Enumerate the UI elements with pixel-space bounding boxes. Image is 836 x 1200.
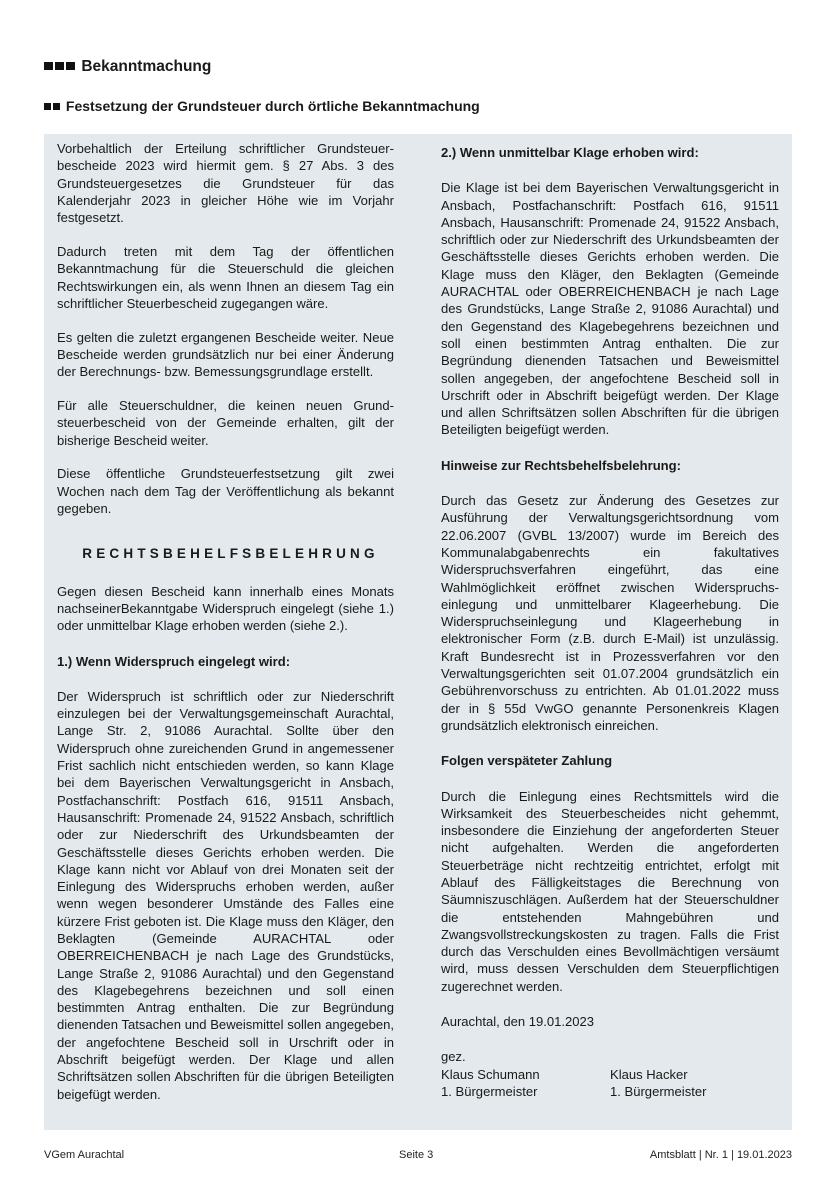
paragraph: Für alle Steuerschuldner, die keinen neuen Grund-steuerbescheid von der Gemeinde erhalten, gilt der bisherige Bescheid weiter. xyxy=(57,398,394,448)
signature-left xyxy=(441,1066,610,1101)
left-column xyxy=(57,140,394,1103)
section-heading-widerspruch: 1.) Wenn Widerspruch eingelegt wird: xyxy=(57,653,291,669)
page-subtitle xyxy=(44,98,480,114)
section-heading-folgen: Folgen verspäteter Zahlung xyxy=(441,753,613,769)
page-title xyxy=(44,58,211,76)
signature-block xyxy=(441,1066,779,1101)
title-squares-icon xyxy=(44,58,77,75)
section-heading-klage: 2.) Wenn unmittelbar Klage erhoben wird: xyxy=(441,145,699,160)
footer-issue: Amtsblatt | Nr. 1 | 19.01.2023 xyxy=(649,1149,792,1161)
paragraph: Durch die Einlegung eines Rechtsmittels wird die Wirksamkeit des Steuerbescheides nicht gehemmt, insbesondere die Einziehung der angeforderten Steuer nicht aufgehalten. Werden die angeforderten Steuerbeträge nicht rechtzeitig entrichtet, erfolgt mit Ablauf des Fälligkeitstages die Berechnung von Säumniszuschlägen. Außerdem hat der Steuerschuldner die entstehenden Mahngebühren und Zwangsvollstreckungskosten zu tragen. Falls die Frist durch das Verschulden eines Bevollmächtigen versäumt wird, muss dessen Verschulden dem Steuerpflichtigen zugerechnet werden. xyxy=(441,788,779,994)
signer-role: 1. Bürgermeister xyxy=(441,1083,538,1099)
place-date: Aurachtal, den 19.01.2023 xyxy=(441,1014,595,1030)
paragraph: Es gelten die zuletzt ergangenen Bescheide weiter. Neue Bescheide werden grundsätzlich nur bei einer Änderung der Berechnungs- bzw. Bemessungsgrundlage erstellt. xyxy=(57,329,394,380)
paragraph: Die Klage ist bei dem Bayerischen Verwaltungsgericht in Ansbach, Postfachanschrift: Postfach 616, 91511 Ansbach, Hausanschrift: Promenade 24, 91522 Ansbach, schriftlich oder zur Niederschrift des Urkundsbeamten der Geschäftsstelle dieses Gerichts erhoben werden. Die Klage muss den Kläger, den Beklagten (Gemeinde AURACHTAL oder OBERREICHENBACH je nach Lage des Grundstücks, Lange Straße 2, 91086 Aurachtal) und den Gegenstand des Klagebegehrens bezeichnen und soll einen bestimmten Antrag enthalten. Die zur Begründung dienenden Tatsachen und Beweismittel sollen angegeben, der angefochtene Bescheid soll in Urschrift oder in Abschrift beigefügt werden. Der Klage und allen Schriftsätzen sollen Abschriften für die übrigen Beteiligten beigefügt werden. xyxy=(441,180,779,438)
gez-label: gez. xyxy=(441,1049,466,1065)
paragraph: Der Widerspruch ist schriftlich oder zur Niederschrift einzulegen bei der Verwaltungsgemeinschaft Aurachtal, Lange Str. 2, 91086 Aurachtal. Sollte über den Widerspruch ohne zureichenden Grund in angemessener Frist sachlich nicht entschieden werden, so kann Klage bei dem Bayerischen Verwaltungsgericht in Ansbach, Postfachanschrift: Postfach 616, 91511 Ansbach, Hausanschrift: Promenade 24, 91522 Ansbach, schriftlich oder zur Niederschrift des Urkundsbeamten der Geschäftsstelle dieses Gerichts erhoben werden. Die Klage kann nicht vor Ablauf von drei Monaten seit der Einlegung des Widerspruchs erhoben werden, außer wenn wegen besonderer Umstände des Falles eine kürzere Frist geboten ist. Die Klage muss den Kläger, den Beklagten (Gemeinde AURACHTAL oder OBERREICHENBACH je nach Lage des Grundstücks, Lange Straße 2, 91086 Aurachtal) und den Gegenstand des Klagebegehrens bezeichnen und soll einen bestimmten Antrag enthalten. Die zur Begründung dienenden Tatsachen und Beweismittel sollen angegeben, der angefochtene Bescheid soll in Urschrift oder in Abschrift beigefügt werden. Der Klage und allen Schriftsätzen sollen Abschriften für die übrigen Beteiligten beigefügt werden. xyxy=(57,688,394,1102)
signer-name: Klaus Schumann xyxy=(441,1066,540,1082)
paragraph: Diese öffentliche Grundsteuerfestsetzung gilt zwei Wochen nach dem Tag der Veröffentlichung als bekannt gegeben. xyxy=(57,466,394,517)
rechtsbehelf-heading: RECHTSBEHELFSBELEHRUNG xyxy=(82,546,379,562)
subtitle-text: Festsetzung der Grundsteuer durch örtliche Bekanntmachung xyxy=(65,98,480,114)
subtitle-squares-icon xyxy=(44,98,62,114)
paragraph: Gegen diesen Bescheid kann innerhalb eines Monats nachseinerBekanntgabe Widerspruch eingelegt (siehe 1.) oder unmittelbar Klage erhoben werden (siehe 2.). xyxy=(57,583,394,634)
footer-publisher: VGem Aurachtal xyxy=(44,1149,125,1161)
section-heading-hinweise: Hinweise zur Rechtsbehelfsbelehrung: xyxy=(441,457,681,473)
paragraph: Durch das Gesetz zur Änderung des Gesetzes zur Ausführung der Verwaltungsgerichtsordnung vom 22.06.2007 (GVBL 13/2007) wurde im Bereich des Kommunalabgabenrechts ein fakultatives Widerspruchsverfahren eingeführt, das eine Wahlmöglichkeit eröffnet zwischen Widerspruchs-einlegung und unmittelbarer Klageerhebung. Die Widerspruchseinlegung und Klageerhebung in elektronischer Form (z.B. durch E-Mail) ist unzulässig. Kraft Bundesrecht ist in Prozessverfahren vor den Verwaltungsgerichten seit 01.07.2004 grundsätzlich ein Gebührenvorschuss zu entrichten. Ab 01.01.2022 muss der in § 55d VwGO genannte Personenkreis Klagen grundsätzlich elektronisch einreichen. xyxy=(441,493,779,733)
paragraph: Dadurch treten mit dem Tag der öffentlichen Bekanntmachung für die Steuerschuld die gleichen Rechtswirkungen ein, als wenn Ihnen an diesem Tag ein schriftlicher Steuerbescheid zugegangen wäre. xyxy=(57,243,394,311)
paragraph: Vorbehaltlich der Erteilung schriftlicher Grundsteuer-bescheide 2023 wird hiermit gem. § 27 Abs. 3 des Grundsteuergesetzes die Grundsteuer für das Kalenderjahr 2023 in gleicher Höhe wie im Vorjahr festgesetzt. xyxy=(57,141,394,226)
title-text: Bekanntmachung xyxy=(81,58,212,75)
signer-name: Klaus Hacker xyxy=(610,1066,688,1082)
signature-right xyxy=(610,1066,779,1101)
footer-page-number: Seite 3 xyxy=(399,1149,434,1161)
signer-role: 1. Bürgermeister xyxy=(610,1083,707,1099)
announcement-panel xyxy=(44,134,792,1130)
right-column xyxy=(441,144,779,1100)
